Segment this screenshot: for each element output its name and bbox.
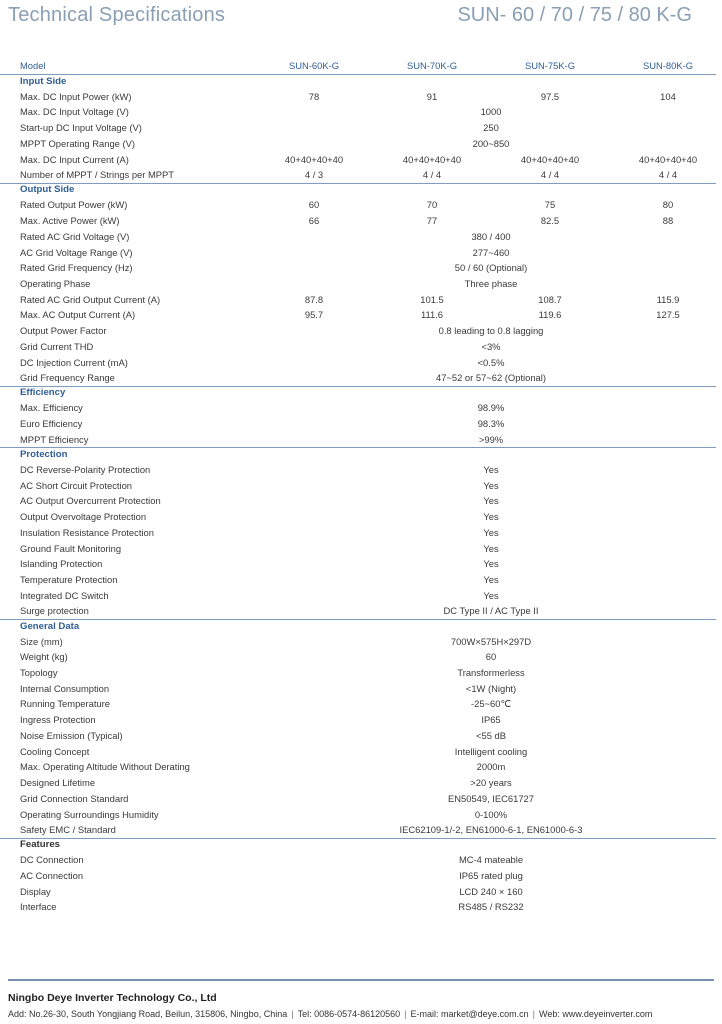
spec-label: Temperature Protection — [20, 574, 118, 586]
web-text: Web: www.deyeinverter.com — [539, 1009, 653, 1019]
spec-label: Max. DC Input Voltage (V) — [20, 106, 129, 118]
separator: | — [404, 1009, 407, 1019]
spec-value-shared: Transformerless — [457, 667, 525, 679]
spec-row — [20, 493, 716, 509]
spec-row — [20, 743, 716, 759]
spec-value-shared: 0.8 leading to 0.8 lagging — [438, 325, 544, 337]
spec-value: 111.6 — [420, 309, 444, 321]
spec-label: Safety EMC / Standard — [20, 824, 116, 836]
spec-label: Max. Active Power (kW) — [20, 215, 120, 227]
spec-label: Start-up DC Input Voltage (V) — [20, 122, 142, 134]
spec-value: 40+40+40+40 — [284, 153, 344, 165]
spec-label: Rated Grid Frequency (Hz) — [20, 262, 133, 274]
spec-row — [20, 104, 716, 120]
section-header — [20, 74, 716, 88]
spec-row — [20, 307, 716, 323]
spec-row — [20, 197, 716, 213]
spec-row — [20, 822, 716, 838]
spec-row — [20, 276, 716, 292]
spec-label: Max. DC Input Power (kW) — [20, 90, 132, 102]
spec-value-shared: 47~52 or 57~62 (Optional) — [436, 372, 546, 384]
spec-label: Islanding Protection — [20, 558, 103, 570]
spec-value-shared: IP65 — [481, 714, 501, 726]
spec-row — [20, 509, 716, 525]
spec-value: 40+40+40+40 — [638, 153, 698, 165]
spec-value: 82.5 — [540, 215, 560, 227]
spec-label: DC Injection Current (mA) — [20, 356, 128, 368]
spec-label: MPPT Efficiency — [20, 433, 89, 445]
spec-label: Output Overvoltage Protection — [20, 511, 147, 523]
spec-label: Topology — [20, 667, 58, 679]
spec-value-shared: 98.9% — [477, 402, 505, 414]
spec-value: 40+40+40+40 — [520, 153, 580, 165]
spec-value-shared: 277~460 — [472, 246, 510, 258]
spec-value: 127.5 — [656, 309, 680, 321]
section-divider — [0, 74, 716, 75]
spec-value: 66 — [308, 215, 320, 227]
spec-value-shared: DC Type II / AC Type II — [443, 605, 539, 617]
spec-row — [20, 370, 716, 386]
model-series-title: SUN- 60 / 70 / 75 / 80 K-G — [457, 4, 692, 26]
spec-label: Ingress Protection — [20, 714, 96, 726]
section-title: General Data — [20, 620, 80, 632]
spec-value: 95.7 — [304, 309, 324, 321]
spec-value: 70 — [426, 199, 438, 211]
spec-label: Number of MPPT / Strings per MPPT — [20, 169, 175, 181]
spec-row — [20, 339, 716, 355]
spec-row — [20, 712, 716, 728]
spec-row — [20, 899, 716, 915]
contact-line — [8, 1009, 652, 1019]
section-header — [20, 386, 716, 400]
separator: | — [291, 1009, 294, 1019]
spec-label: AC Output Overcurrent Protection — [20, 495, 161, 507]
spec-value-shared: <0.5% — [477, 356, 505, 368]
spec-row — [20, 525, 716, 541]
spec-value-shared: RS485 / RS232 — [458, 901, 524, 913]
spec-row — [20, 477, 716, 493]
section-title: Input Side — [20, 75, 67, 87]
spec-row — [20, 120, 716, 136]
spec-row — [20, 759, 716, 775]
spec-row — [20, 665, 716, 681]
spec-label: MPPT Operating Range (V) — [20, 137, 135, 149]
footer-divider — [8, 979, 714, 981]
spec-label: Output Power Factor — [20, 325, 107, 337]
spec-label: Weight (kg) — [20, 651, 68, 663]
spec-row — [20, 649, 716, 665]
spec-value: 75 — [544, 199, 556, 211]
spec-row — [20, 806, 716, 822]
spec-value: 119.6 — [538, 309, 562, 321]
spec-row — [20, 540, 716, 556]
spec-row — [20, 400, 716, 416]
company-name: Ningbo Deye Inverter Technology Co., Ltd — [8, 992, 217, 1004]
spec-label: Max. Operating Altitude Without Derating — [20, 761, 190, 773]
spec-label: Display — [20, 885, 51, 897]
spec-value: 101.5 — [420, 293, 444, 305]
spec-label: Rated AC Grid Output Current (A) — [20, 293, 161, 305]
section-divider — [0, 386, 716, 387]
spec-value-shared: <55 dB — [476, 729, 506, 741]
spec-value-shared: >99% — [478, 433, 504, 445]
spec-value: 4 / 4 — [540, 169, 560, 181]
tel-text: Tel: 0086-0574-86120560 — [297, 1009, 401, 1019]
section-divider — [0, 447, 716, 448]
spec-row — [20, 790, 716, 806]
spec-value-shared: 98.3% — [477, 418, 505, 430]
spec-value: 108.7 — [538, 293, 562, 305]
spec-row — [20, 728, 716, 744]
spec-value-shared: >20 years — [470, 777, 512, 789]
spec-value-shared: 200~850 — [472, 137, 510, 149]
spec-value-shared: Three phase — [464, 278, 518, 290]
spec-label: AC Grid Voltage Range (V) — [20, 246, 133, 258]
spec-value-shared: 700W×575H×297D — [450, 635, 532, 647]
section-divider — [0, 838, 716, 839]
spec-value: 104 — [660, 90, 676, 102]
spec-value-shared: <3% — [481, 340, 501, 352]
spec-value: 60 — [308, 199, 320, 211]
spec-row — [20, 633, 716, 649]
spec-label: Max. DC Input Current (A) — [20, 153, 129, 165]
spec-value: 4 / 3 — [304, 169, 324, 181]
spec-row — [20, 291, 716, 307]
spec-value: 78 — [308, 90, 320, 102]
spec-label: Grid Frequency Range — [20, 372, 115, 384]
document-title: Technical Specifications — [8, 4, 226, 26]
model-header-row — [20, 57, 716, 74]
spec-value-shared: 50 / 60 (Optional) — [454, 262, 528, 274]
spec-label: Rated Output Power (kW) — [20, 199, 128, 211]
spec-row — [20, 354, 716, 370]
spec-value-shared: Yes — [483, 526, 499, 538]
spec-value: 115.9 — [656, 293, 680, 305]
spec-value-shared: Yes — [483, 574, 499, 586]
model-name: SUN-75K-G — [524, 60, 575, 71]
spec-label: Noise Emission (Typical) — [20, 729, 123, 741]
spec-value: 77 — [426, 215, 438, 227]
spec-row — [20, 775, 716, 791]
spec-table — [20, 57, 716, 915]
spec-label: AC Connection — [20, 870, 84, 882]
spec-value: 80 — [662, 199, 674, 211]
spec-row — [20, 213, 716, 229]
spec-value: 91 — [426, 90, 438, 102]
spec-label: Operating Phase — [20, 278, 91, 290]
section-title: Output Side — [20, 184, 75, 196]
spec-row — [20, 151, 716, 167]
spec-value-shared: 1000 — [480, 106, 502, 118]
spec-row — [20, 572, 716, 588]
spec-value: 40+40+40+40 — [402, 153, 462, 165]
email-text: E-mail: market@deye.com.cn — [410, 1009, 529, 1019]
section-title: Features — [20, 839, 60, 851]
spec-value: 87.8 — [304, 293, 324, 305]
spec-label: Rated AC Grid Voltage (V) — [20, 230, 130, 242]
spec-row — [20, 416, 716, 432]
spec-value: 88 — [662, 215, 674, 227]
spec-value-shared: 2000m — [476, 761, 506, 773]
spec-value-shared: Intelligent cooling — [454, 745, 528, 757]
section-divider — [0, 183, 716, 184]
spec-value-shared: Yes — [483, 495, 499, 507]
spec-value-shared: 60 — [485, 651, 497, 663]
spec-row — [20, 136, 716, 152]
spec-label: Grid Connection Standard — [20, 792, 129, 804]
spec-label: Ground Fault Monitoring — [20, 542, 122, 554]
model-name: SUN-80K-G — [642, 60, 693, 71]
section-title: Efficiency — [20, 387, 66, 399]
spec-value-shared: Yes — [483, 558, 499, 570]
spec-label: Designed Lifetime — [20, 777, 96, 789]
spec-row — [20, 868, 716, 884]
spec-value: 4 / 4 — [422, 169, 442, 181]
spec-value-shared: IP65 rated plug — [459, 870, 523, 882]
spec-label: Euro Efficiency — [20, 418, 83, 430]
spec-value-shared: LCD 240 × 160 — [459, 885, 523, 897]
spec-label: Running Temperature — [20, 698, 110, 710]
spec-row — [20, 432, 716, 448]
model-name: SUN-70K-G — [406, 60, 457, 71]
spec-row — [20, 88, 716, 104]
spec-row — [20, 852, 716, 868]
spec-value-shared: <1W (Night) — [465, 682, 517, 694]
spec-label: Surge protection — [20, 605, 89, 617]
spec-row — [20, 323, 716, 339]
spec-label: DC Connection — [20, 854, 84, 866]
spec-value-shared: IEC62109-1/-2, EN61000-6-1, EN61000-6-3 — [399, 824, 583, 836]
spec-row — [20, 603, 716, 619]
spec-label: Max. Efficiency — [20, 402, 83, 414]
spec-row — [20, 462, 716, 478]
spec-value: 97.5 — [540, 90, 560, 102]
spec-label: Grid Current THD — [20, 340, 94, 352]
spec-row — [20, 680, 716, 696]
section-divider — [0, 619, 716, 620]
spec-value-shared: 250 — [483, 122, 499, 134]
spec-row — [20, 587, 716, 603]
spec-value-shared: Yes — [483, 589, 499, 601]
spec-value-shared: Yes — [483, 511, 499, 523]
section-header — [20, 838, 716, 852]
spec-label: Interface — [20, 901, 57, 913]
spec-row — [20, 260, 716, 276]
model-label: Model — [20, 60, 46, 71]
section-title: Protection — [20, 448, 68, 460]
spec-label: Integrated DC Switch — [20, 589, 109, 601]
spec-label: Internal Consumption — [20, 682, 110, 694]
spec-value-shared: 0-100% — [474, 808, 508, 820]
spec-value-shared: MC-4 mateable — [458, 854, 524, 866]
model-name: SUN-60K-G — [288, 60, 339, 71]
spec-value-shared: Yes — [483, 479, 499, 491]
separator: | — [532, 1009, 536, 1019]
page-header — [0, 0, 722, 40]
spec-label: Cooling Concept — [20, 745, 90, 757]
spec-value-shared: Yes — [483, 542, 499, 554]
section-header — [20, 619, 716, 633]
section-header — [20, 447, 716, 461]
spec-value-shared: -25~60℃ — [471, 697, 511, 709]
spec-label: Max. AC Output Current (A) — [20, 309, 136, 321]
spec-row — [20, 883, 716, 899]
spec-label: Operating Surroundings Humidity — [20, 808, 159, 820]
spec-label: Size (mm) — [20, 635, 63, 647]
spec-row — [20, 167, 716, 183]
spec-row — [20, 556, 716, 572]
spec-label: DC Reverse-Polarity Protection — [20, 464, 151, 476]
spec-value: 4 / 4 — [658, 169, 678, 181]
spec-row — [20, 696, 716, 712]
spec-value-shared: Yes — [483, 464, 499, 476]
spec-row — [20, 244, 716, 260]
spec-value-shared: 380 / 400 — [471, 230, 511, 242]
section-header — [20, 183, 716, 197]
spec-label: Insulation Resistance Protection — [20, 526, 154, 538]
spec-row — [20, 229, 716, 245]
spec-value-shared: EN50549, IEC61727 — [447, 792, 534, 804]
spec-label: AC Short Circuit Protection — [20, 479, 133, 491]
address-text: Add: No.26-30, South Yongjiang Road, Beilun, 315806, Ningbo, China — [8, 1009, 288, 1019]
